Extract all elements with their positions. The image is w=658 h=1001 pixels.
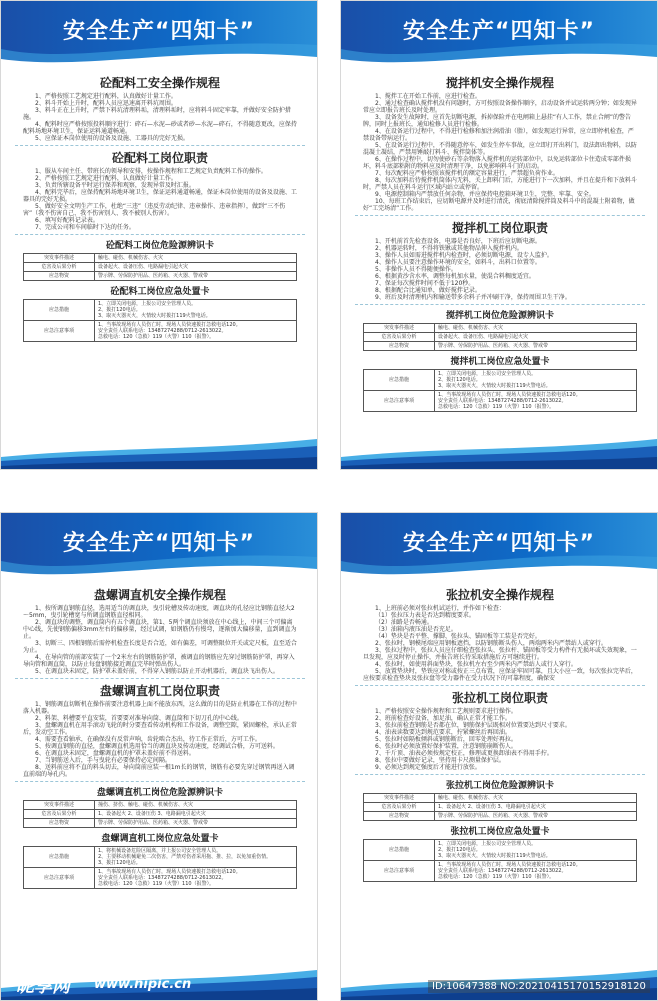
row-value: 触电、碰伤、机械伤害、火灾	[434, 324, 636, 333]
rule-item: 6、填写好配料记录表。	[35, 217, 99, 224]
rule-item: 1、严格按照工艺规定进行配料，认真做好计量工作。	[35, 93, 177, 100]
rule-item: 1、钢筋调直切断机在操作前要注意机器上面不能放东西，这么做的目的是防止机器在工作的过程中落入机器。	[23, 701, 297, 715]
section-title: 砼配料工岗位职责	[111, 151, 208, 165]
rule-item: 5、应保证本岗位使用的设备及设施、工器具的完好无损。	[35, 135, 189, 142]
row-value: 设备起火、设备压伤、电路漏电引起火灾	[434, 333, 636, 342]
rule-item: 4、操作人员要注意操作环境的安全，如料斗，出料口位置等。	[375, 259, 541, 266]
row-value: 1、将机械设备危险区隔离，并上报公司安全管理人员。 2、主要移动机械避免二次伤害，严禁对伤者采用拖、推、拉，以免加重伤情。 3、拨打120电话。	[94, 847, 296, 868]
rule-item: 1、搅拌工在开始工作前，应进行检查。	[375, 93, 481, 100]
rule-item: 8、每次加料后待搅拌机筒体内无料，关上卸料门后，方能进行下一次加料，并且在提升和下放料斗时，严禁人员在料斗运行区域内站立或停留。	[363, 177, 637, 191]
rule-item: 4、配料时应严格按照投料顺序进行：碎石—水泥—砂或者砂—水泥—碎石，不得随意更改，应保持配料场地环境卫生，保证运料通道畅通。	[23, 121, 297, 135]
rule-item: 4、在设备运行过程中，不得进行检修和加注润滑油（脂），如发现运行异常，应立即停机检查，严禁设备带病运行。	[363, 128, 634, 142]
rule-item: 4、张拉时，如使用斜面垫块，张拉机左右至少两米内严禁站人或行人穿行。	[375, 661, 577, 668]
rule-item: （1）张拉压力表是否达到精度要求。	[375, 612, 475, 619]
table-row	[364, 370, 637, 391]
row-value: 1、当事故现场有人员伤亡时，现场人员快速拨打急救电话120。 安全责任人联系电话：13487274288/0712-2613022。 急救电话：120（急救）119（火警）110（报警）。	[434, 861, 636, 882]
rule-item: 1、上班前必须对张拉机试运行，并作如下检查：	[375, 605, 505, 612]
row-label: 应急注意事项	[24, 321, 95, 342]
emergency-table	[23, 846, 297, 889]
poster-header	[341, 513, 657, 583]
poster-title: 安全生产“四知卡”	[63, 19, 255, 44]
rule-item: 6、在操作过程中，切勿使砂石等杂物落入搅拌机的运转部位中，以免运转部位卡住造成零部件损坏，料斗底部粘附的物料应及时清理干净，以免影响料斗门的启动。	[363, 156, 631, 170]
row-label: 应急措施	[364, 840, 435, 861]
rule-item: 5、在设备运行过程中，不得随意停车，如发生停车事故，应立即打开出料门，设法卸出物料，以防混凝土凝结，严禁用锤敲打料斗、搅拌筒体等。	[363, 142, 637, 156]
rule-item: 1、按所调直钢筋直径，选用适当的调直块，曳引轮槽及传动速度，调直块的孔径应比钢筋直径大2～5mm，曳引轮槽宽与所调直钢筋直径相同。	[23, 605, 295, 619]
rule-item: 5、张拉时如隔板倾斜或钢筋断后，回零处理好再拉。	[375, 736, 517, 743]
table-row	[364, 861, 637, 882]
emergency-card-title: 盘螺调直机工岗位应急处置卡	[101, 834, 219, 844]
rule-item: 3、切断三、四根钢筋后需停机检查长度是否合适，如有偏差，可调整限位开关或定尺板，直至适合为止。	[23, 640, 297, 654]
rule-item: 7、保证每次搅拌时间不低于120秒。	[375, 280, 475, 287]
rule-item: （3）油箱内液压油是否充足。	[375, 626, 457, 633]
row-value: 警示牌、劳保防护用品、医药箱、灭火器、警戒带	[94, 819, 296, 828]
poster-body	[1, 586, 317, 889]
rule-item: 4、油表读数要达到规范要求，拧紧螺丝后再回油。	[375, 729, 511, 736]
rule-item: 1、服从车间主任、带班长的领导和安排，按操作规程和工艺规定负责配料工作的操作。	[35, 168, 267, 175]
row-label: 突发事件描述	[364, 794, 435, 803]
row-label: 应急物资	[24, 272, 95, 281]
emergency-card-title: 张拉机工岗位应急处置卡	[450, 827, 550, 837]
row-label: 应急措施	[24, 847, 95, 868]
table-row	[24, 272, 297, 281]
row-value: 触电、碰伤、机械伤害、火灾	[94, 254, 296, 263]
rule-item: 9、必须达到规定强度后才能进行放张。	[375, 764, 481, 771]
rule-item: 7、千斤顶、油表必须按规定校正，修理或更换卸油表不得用手拧。	[375, 750, 553, 757]
rule-item: 2、班前检查好设备，加足油，确认正常才能工作。	[375, 715, 511, 722]
rule-item: 5、非操作人员不得随便操作。	[375, 266, 457, 273]
section-divider	[15, 234, 305, 235]
hazard-table	[23, 800, 297, 828]
section-title: 搅拌机工岗位职责	[451, 221, 548, 235]
emergency-table	[363, 369, 637, 412]
poster-title: 安全生产“四知卡”	[403, 19, 595, 44]
poster-header	[341, 1, 657, 71]
rule-item: 8、根据配合比通知单，做好搅拌记录。	[375, 287, 481, 294]
rule-item: 2、机器运转时，不得将铁锹或其他物品伸入搅拌机内。	[375, 245, 523, 252]
table-row	[24, 801, 297, 810]
rule-item: 9、电源控制箱内严禁放任何杂物，并应保持电控箱环境卫生，完整、牢靠、安全。	[375, 191, 595, 198]
rule-item: 6、张拉时必须放置好保护装置，注意钢筋崩断伤人。	[375, 743, 517, 750]
row-label: 突发事件描述	[24, 801, 95, 810]
rule-item: 2、料斗开始上升时，配料人员应迅速离开料坑周围。	[35, 100, 177, 107]
poster-concrete-batching	[0, 0, 318, 470]
emergency-card-title: 砼配料工岗位应急处置卡	[110, 287, 210, 297]
rule-item: （4）垫块是否平整、撑脚、张拉头、锚固板等工装是否完好。	[375, 633, 541, 640]
poster-mixer	[340, 0, 658, 470]
table-row	[364, 812, 637, 821]
table-row	[24, 321, 297, 342]
poster-title: 安全生产“四知卡”	[403, 531, 595, 556]
row-value: 1、立即关闭电源，上报公司安全管理人员。 2、拨打120电话。 3、取灭火器灭火，火情较大时拨打119火警电话。	[94, 300, 296, 321]
hazard-card-title: 张拉机工岗位危险源辨识卡	[445, 781, 554, 791]
poster-tensioner	[340, 512, 658, 1001]
table-row	[364, 840, 637, 861]
hazard-table	[363, 323, 637, 351]
rule-item: 4、需要查看轴承，在确保没有反常声响，齿轮啮合杰出，待工作正常后，方可工作。	[35, 736, 261, 743]
rule-item: 3、盘螺调直机在用手滚动飞轮的时分要查看传动机构和工作设备，调整空隙，紧固螺栓，承认正常后，发动空工作。	[23, 722, 297, 736]
rule-item: 10、每班工作结束后，应切断电源并及时进行清洗，彻底清除搅拌筒及料斗中的混凝土附着物，做好“工完场清”工作。	[363, 198, 635, 212]
watermark-url: www.nipic.cn	[94, 977, 192, 992]
section-title: 张拉机安全操作规程	[445, 588, 554, 602]
row-value: 1、当事故现场有人员伤亡时，现场人员快速拨打急救电话120。 安全责任人联系电话：13487274288/0712-2613022。 急救电话：120（急救）119（火警）110（报警）。	[94, 868, 296, 889]
row-value: 1、设备起火 2、设备压伤 3、电路漏电引起火灾	[94, 810, 296, 819]
row-label: 应急物资	[364, 342, 435, 351]
row-label: 危害及后果分析	[24, 263, 95, 272]
rule-item: 2、严格按照工艺规定进行配料，认真做好计量工作。	[35, 175, 177, 182]
row-value: 撞伤、挤伤、触电、碰伤、机械伤害、火灾	[94, 801, 296, 810]
row-value: 1、立即关闭电源，上报公司安全管理人员。 2、拨打120电话。 3、取灭火器灭火，火情较大时拨打119火警电话。	[434, 840, 636, 861]
row-label: 危害及后果分析	[364, 333, 435, 342]
table-row	[364, 794, 637, 803]
rule-item: 7、每次配料应严格按照该搅拌机的额定容量进行，严禁超负荷作业。	[375, 170, 559, 177]
emergency-card-title: 搅拌机工岗位应急处置卡	[450, 357, 550, 367]
emergency-table	[23, 299, 297, 342]
hazard-table	[363, 793, 637, 821]
row-label: 应急物资	[364, 812, 435, 821]
table-row	[24, 263, 297, 272]
rule-item: 1、开机前首先检查设备，电器是否良好，下班后应切断电源。	[375, 238, 541, 245]
table-row	[24, 254, 297, 263]
section-divider	[355, 774, 645, 775]
hazard-card-title: 砼配料工岗位危险源辨识卡	[105, 241, 214, 251]
row-value: 1、当事故现场有人员伤亡时，现场人员快速拨打急救电话120。 安全责任人联系电话：13487274288/0712-2613022。 急救电话：120（急救）119（火警）110（报警）。	[94, 321, 296, 342]
row-label: 应急措施	[24, 300, 95, 321]
rule-item: 4、在导向管的前部安装了一个2米左右的钢筋防护罩，被调直的钢筋应先穿过钢筋防护罩，再穿入导向管和调直筒，以防止每盘钢筋接近调直完毕时弹出伤人。	[23, 654, 295, 668]
row-value: 警示牌、劳保防护用品、医药箱、灭火器、警戒带	[434, 342, 636, 351]
section-title: 搅拌机安全操作规程	[445, 76, 554, 90]
rule-item: 5、在调直块未固定，防护罩未盖好前，不得穿入钢筋以防止开动机器后，调直块飞出伤人。	[35, 668, 279, 675]
row-label: 危害及后果分析	[24, 810, 95, 819]
section-title: 盘螺调直机安全操作规程	[93, 588, 226, 602]
section-title: 盘螺调直机工岗位职责	[99, 684, 220, 698]
section-divider	[15, 781, 305, 782]
rule-item: 9、班后及时清理机内和输送带多余料子并冲刷干净，保持周围卫生干净。	[375, 294, 571, 301]
poster-body	[341, 586, 657, 882]
poster-footer-wave	[341, 439, 657, 469]
rule-item: 1、严格按照安全操作规程和工艺规则要求进行操作。	[375, 708, 517, 715]
section-divider	[15, 678, 305, 679]
section-divider	[355, 215, 645, 216]
rule-item: （2）油路是否畅通。	[375, 619, 433, 626]
rule-item: 8、送料前应将不直的料头切去，导向筒前应装一根1m长的钢管，钢筋有必要先穿过钢管再送入调直前端的导孔内。	[23, 764, 295, 778]
poster-header	[1, 1, 317, 71]
rule-item: 3、张拉过程中，张拉人员应仔细检查张拉头、张拉杆、锚固板等受力构件有无损坏或失效现象，一旦发现，应及时停止操作，并报告班长待采取措施后方可继续进行。	[363, 647, 637, 661]
hazard-card-title: 盘螺调直机工岗位危险源辨识卡	[96, 788, 223, 798]
rule-item: 5、按调直钢筋的直径，盘螺调直机选用恰当的调直块及传动速度，经调试合格，方可送料。	[35, 743, 279, 750]
table-row	[24, 819, 297, 828]
section-divider	[15, 145, 305, 146]
hazard-card-title: 搅拌机工岗位危险源辨识卡	[445, 311, 554, 321]
row-value: 1、当事故现场有人员伤亡时，现场人员快速拨打急救电话120。 安全责任人联系电话：13487274288/0712-2613022。 急救电话：120（急救）119（火警）110（报警）。	[434, 391, 636, 412]
rule-item: 2、调直块的调整，调直筒内有五个调直块，第1、5两个调直块须放在中心线上，中间三个可偏离中心线，先使钢筋偏移3mm左右的偏移量，经过试调，如钢筋仍有慢弯，逐渐加大偏移量，直到调直为止。	[23, 619, 297, 640]
row-label: 应急注意事项	[24, 868, 95, 889]
rule-item: 5、做好安全文明生产工作，杜绝“三违”（违反劳动纪律、违章操作、违章指挥），做到“三不伤害”（我不伤害自己、我不伤害别人、我不被别人伤害）。	[23, 203, 286, 217]
row-value: 设备起火、设备压伤、电路漏电引起火灾	[94, 263, 296, 272]
poster-straightener	[0, 512, 318, 1001]
section-title: 张拉机工岗位职责	[451, 691, 548, 705]
section-divider	[355, 304, 645, 305]
poster-footer-wave	[1, 439, 317, 469]
row-label: 应急注意事项	[364, 391, 435, 412]
rule-item: 2、通过检查确认搅拌机没有问题时，方可按照设备操作顺序，启动设备并试运转两分钟；如发现异常应立即报告班长及时处理。	[363, 100, 637, 114]
rule-item: 3、料斗正在上升时，严禁下料坑清理料垢，清理料垢时，应将料斗固定牢靠，并做好安全防护措施。	[23, 107, 291, 121]
rule-item: 7、当钢筋送入后，手与曳轮有必要保持必定间隔。	[35, 757, 171, 764]
poster-header	[1, 513, 317, 583]
emergency-table	[363, 839, 637, 882]
row-label: 危害及后果分析	[364, 803, 435, 812]
rule-item: 6、根据黄沙含水率，调整每机加水量，使混合料稠度适宜。	[375, 273, 535, 280]
rule-item: 7、完成公司和车间临时下达的任务。	[35, 224, 135, 231]
table-row	[24, 300, 297, 321]
row-value: 警示牌、劳保防护用品、医药箱、灭火器、警戒带	[94, 272, 296, 281]
watermark-id: ID:10647388 NO:20210415170152918120	[428, 980, 650, 993]
rule-item: 2、料架、料槽要平直安装，首要要对准导向筒、调直筒和下切刀孔的中心线。	[35, 715, 243, 722]
row-label: 突发事件描述	[364, 324, 435, 333]
watermark-logo: 昵享网	[16, 976, 70, 997]
table-row	[364, 333, 637, 342]
rule-item: 3、负责所辖设备平时运行保养和观察，发现异常及时汇报。	[35, 182, 195, 189]
table-row	[24, 847, 297, 868]
row-value: 1、设备起火 2、设备压伤 3、电路漏电引起火灾	[434, 803, 636, 812]
table-row	[24, 810, 297, 819]
hazard-table	[23, 253, 297, 281]
rule-item: 2、张拉时，钢模尾端应用钢板遮挡，以防钢筋断头伤人，两端两米内严禁站人或穿行。	[375, 640, 607, 647]
table-row	[24, 868, 297, 889]
rule-item: 3、张拉前检查钢筋是否都在位，钢筋保护层既相对位置要达到尺寸要求。	[375, 722, 571, 729]
row-value: 警示牌、劳保防护用品、医药箱、灭火器、警戒带	[434, 812, 636, 821]
row-value: 触电、碰伤、机械伤害、火灾	[434, 794, 636, 803]
rule-item: 3、设备发生故障时，应首先切断电源，拆掉保险并在电闸箱上悬挂“有人工作，禁止合闸”的警告牌，同时上报班长，通知检修人员进行检修。	[363, 114, 632, 128]
row-value: 1、立即关闭电源，上报公司安全管理人员。 2、拨打120电话。 3、取灭火器灭火，火情较大时拨打119火警电话。	[434, 370, 636, 391]
row-label: 应急措施	[364, 370, 435, 391]
rule-item: 8、张拉中要做好记录，坚持用卡尺测量保护层。	[375, 757, 505, 764]
table-row	[364, 342, 637, 351]
section-title: 砼配料工安全操作规程	[99, 76, 220, 90]
rule-item: 5、放置垫块时，垫铁应对称或按正三点布置，应保证牢固可靠，且大小应一致，每次张拉完毕后，应按要求检查垫块及张拉盘等受力器件在受力状况下的可靠程度，确保安	[363, 668, 637, 682]
row-label: 应急物资	[24, 819, 95, 828]
poster-title: 安全生产“四知卡”	[63, 531, 255, 556]
section-divider	[355, 685, 645, 686]
table-row	[364, 391, 637, 412]
row-label: 应急注意事项	[364, 861, 435, 882]
poster-body	[341, 74, 657, 412]
poster-body	[1, 74, 317, 342]
table-row	[364, 803, 637, 812]
row-label: 突发事件描述	[24, 254, 95, 263]
rule-item: 6、在调直块未固定，盘螺调直机的护罩未盖好前不得送料。	[35, 750, 195, 757]
rule-item: 4、配料完毕后，应保持配料场地环境卫生，保证运料通道畅通，保证本岗位使用的设备及设施、工器具的完好无损。	[23, 189, 297, 203]
table-row	[364, 324, 637, 333]
rule-item: 3、操作人员如需进搅拌机内检查时，必须切断电源，设专人监护。	[375, 252, 553, 259]
